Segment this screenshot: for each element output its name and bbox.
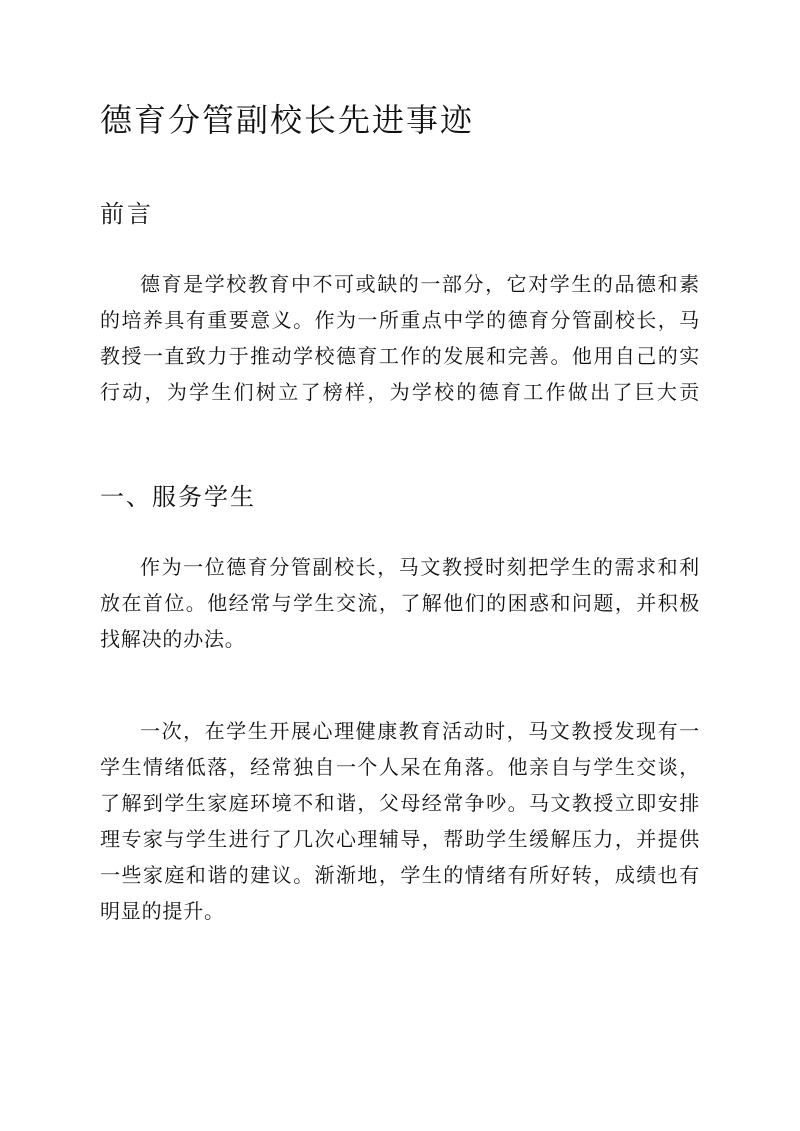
document-title: 德育分管副校长先进事迹 (100, 101, 475, 139)
section-heading-serve-students: 一、服务学生 (100, 483, 256, 511)
paragraph-line: 一些家庭和谐的建议。渐渐地，学生的情绪有所好转，成绩也有 (100, 863, 700, 887)
paragraph-line: 明显的提升。 (100, 899, 225, 923)
paragraph-line: 一次，在学生开展心理健康教育活动时，马文教授发现有一 (140, 719, 700, 743)
section1-paragraph-1 (100, 549, 700, 657)
paragraph-line: 教授一直致力于推动学校德育工作的发展和完善。他用自己的实 (100, 344, 700, 368)
paragraph-line: 放在首位。他经常与学生交流，了解他们的困惑和问题，并积极 (100, 591, 700, 615)
paragraph-line: 的培养具有重要意义。作为一所重点中学的德育分管副校长，马 (100, 308, 700, 332)
preface-paragraph (100, 266, 700, 410)
paragraph-line: 了解到学生家庭环境不和谐，父母经常争吵。马文教授立即安排 (100, 791, 700, 815)
paragraph-line: 找解决的办法。 (100, 627, 246, 651)
paragraph-line: 行动，为学生们树立了榜样，为学校的德育工作做出了巨大贡 (100, 380, 700, 404)
preface-heading: 前言 (100, 200, 154, 228)
paragraph-line: 理专家与学生进行了几次心理辅导，帮助学生缓解压力，并提供 (100, 827, 700, 851)
paragraph-line: 学生情绪低落，经常独自一个人呆在角落。他亲自与学生交谈， (100, 755, 700, 779)
paragraph-line: 德育是学校教育中不可或缺的一部分，它对学生的品德和素 (140, 272, 700, 296)
paragraph-line: 作为一位德育分管副校长，马文教授时刻把学生的需求和利 (140, 555, 700, 579)
section1-paragraph-2 (100, 713, 700, 929)
